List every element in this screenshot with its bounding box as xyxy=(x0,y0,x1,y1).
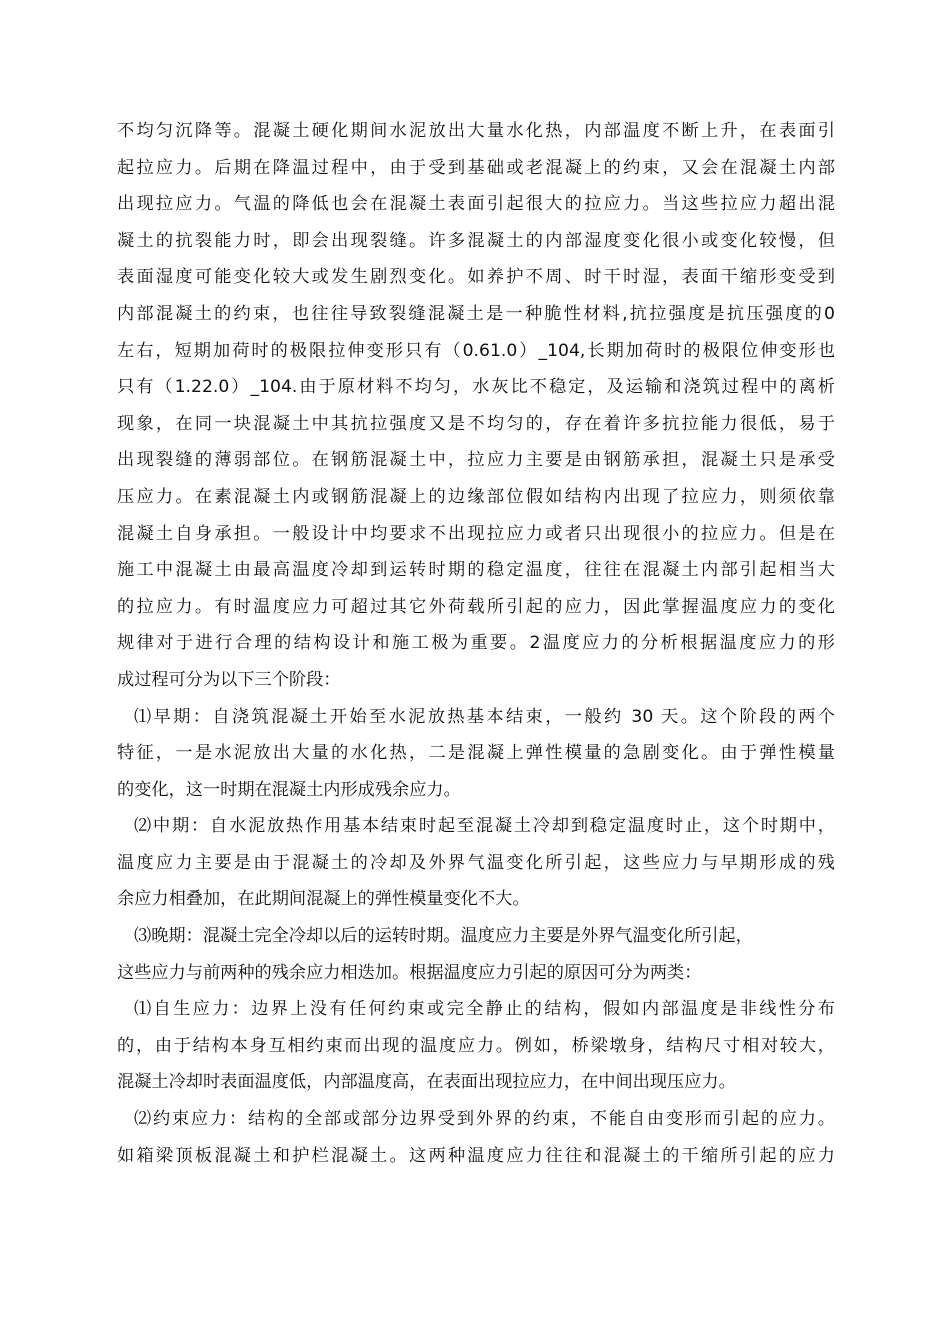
text-line: 的变化，这一时期在混凝土内形成残余应力。 xyxy=(117,779,461,800)
text-line: 混凝土冷却时表面温度低，内部温度高，在表面出现拉应力，在中间出现压应力。 xyxy=(117,1072,736,1093)
text-line: 的拉应力。有时温度应力可超过其它外荷载所引起的应力，因此掌握温度应力的变化 xyxy=(117,596,835,617)
text-line: 表面湿度可能变化较大或发生剧烈变化。如养护不周、时干时湿，表面干缩形变受到 xyxy=(117,267,835,288)
text-line: 压应力。在素混凝土内或钢筋混凝上的边缘部位假如结构内出现了拉应力，则须依靠 xyxy=(117,486,835,507)
text-line: 余应力相叠加，在此期间混凝上的弹性模量变化不大。 xyxy=(117,889,530,910)
text-line: 左右，短期加荷时的极限拉伸变形只有（0.61.0）_104,长期加荷时的极限位伸变形也 xyxy=(117,340,835,361)
text-line: 这些应力与前两种的残余应力相迭加。根据温度应力引起的原因可分为两类： xyxy=(117,962,702,983)
text-line: 成过程可分为以下三个阶段： xyxy=(117,669,341,690)
text-line: 出现裂缝的薄弱部位。在钢筋混凝土中，拉应力主要是由钢筋承担，混凝土只是承受 xyxy=(117,450,835,471)
text-line: 现象，在同一块混凝土中其抗拉强度又是不均匀的，存在着许多抗拉能力很低，易于 xyxy=(117,413,835,434)
text-line: ⑵中期：自水泥放热作用基本结束时起至混凝土冷却到稳定温度时止，这个时期中， xyxy=(134,816,835,837)
text-line: 的，由于结构本身互相约束而出现的温度应力。例如，桥梁墩身，结构尺寸相对较大， xyxy=(117,1035,835,1056)
text-line: 起拉应力。后期在降温过程中，由于受到基础或老混凝上的约束，又会在混凝土内部 xyxy=(117,157,835,178)
text-line: 如箱梁顶板混凝土和护栏混凝土。这两种温度应力往往和混凝土的干缩所引起的应力 xyxy=(117,1145,835,1166)
document-body xyxy=(117,113,835,1174)
text-line: 施工中混凝土由最高温度冷却到运转时期的稳定温度，往往在混凝土内部引起相当大 xyxy=(117,560,835,581)
text-line: ⑵约束应力：结构的全部或部分边界受到外界的约束，不能自由变形而引起的应力。 xyxy=(134,1109,835,1130)
text-line: 混凝土自身承担。一般设计中均要求不出现拉应力或者只出现很小的拉应力。但是在 xyxy=(117,523,835,544)
text-line: 规律对于进行合理的结构设计和施工极为重要。2温度应力的分析根据温度应力的形 xyxy=(117,633,835,654)
text-line: ⑴自生应力：边界上没有任何约束或完全静止的结构，假如内部温度是非线性分布 xyxy=(134,999,835,1020)
text-line: ⑴早期：自浇筑混凝土开始至水泥放热基本结束，一般约 30 天。这个阶段的两个 xyxy=(134,706,835,727)
text-line: 内部混凝土的约束，也往往导致裂缝混凝土是一种脆性材料,抗拉强度是抗压强度的0 xyxy=(117,303,835,324)
text-line: 出现拉应力。气温的降低也会在混凝土表面引起很大的拉应力。当这些拉应力超出混 xyxy=(117,194,835,215)
text-line: 只有（1.22.0）_104.由于原材料不均匀，水灰比不稳定，及运输和浇筑过程中的离析 xyxy=(117,377,835,398)
text-line: 特征，一是水泥放出大量的水化热，二是混凝上弹性模量的急剧变化。由于弹性模量 xyxy=(117,743,835,764)
text-line: 凝土的抗裂能力时，即会出现裂缝。许多混凝土的内部湿度变化很小或变化较慢，但 xyxy=(117,230,835,251)
text-line: ⑶晚期：混凝土完全冷却以后的运转时期。温度应力主要是外界气温变化所引起， xyxy=(134,926,753,947)
text-line: 不均匀沉降等。混凝土硬化期间水泥放出大量水化热，内部温度不断上升，在表面引 xyxy=(117,121,835,141)
text-line: 温度应力主要是由于混凝土的冷却及外界气温变化所引起，这些应力与早期形成的残 xyxy=(117,852,835,873)
